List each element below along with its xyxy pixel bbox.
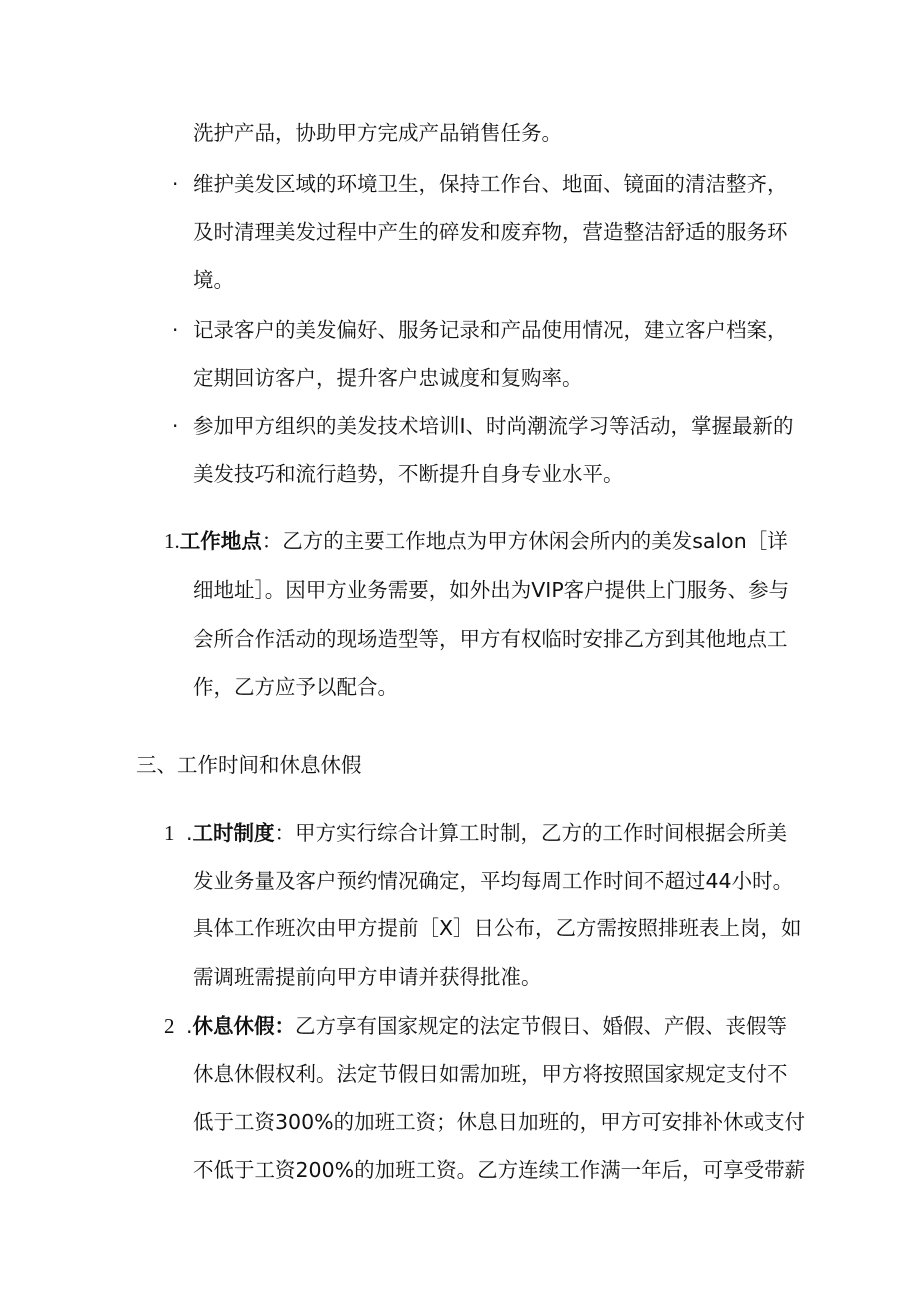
duty-item-2-line-1: 记录客户的美发偏好、服务记录和产品使用情况，建立客户档案，: [193, 318, 788, 342]
leave-line-4: 不低于工资200%的加班工资。乙方连续工作满一年后，可享受带薪: [193, 1158, 806, 1182]
duty-item-1-line-3: 境。: [193, 268, 234, 292]
workplace-title: 工作地点: [179, 529, 262, 553]
working-hours-line-1-text: ：甲方实行综合计算工时制，乙方的工作时间根据会所美: [274, 821, 788, 845]
leave-title: 休息休假：: [192, 1014, 296, 1038]
duty-item-1-line-1: 维护美发区域的环境卫生，保持工作台、地面、镜面的清洁整齐，: [193, 172, 788, 196]
workplace-line-1-text: ：乙方的主要工作地点为甲方休闲会所内的美发salon［详: [261, 529, 788, 553]
duty-item-1-line-2: 及时清理美发过程中产生的碎发和废弃物，营造整洁舒适的服务环: [193, 220, 788, 244]
item-number-dot: .: [186, 1014, 193, 1038]
bullet-marker: ·: [172, 172, 179, 196]
workplace-line-2: 细地址］。因甲方业务需要，如外出为VIP客户提供上门服务、参与: [193, 578, 790, 602]
bullet-marker: ·: [172, 414, 179, 438]
section-heading: 三、工作时间和休息休假: [136, 753, 362, 777]
duty-item-2-line-2: 定期回访客户，提升客户忠诚度和复购率。: [193, 366, 583, 390]
duty-item-3-line-2: 美发技巧和流行趋势，不断提升自身专业水平。: [193, 462, 624, 486]
working-hours-title: 工时制度: [192, 821, 275, 845]
item-number: 2: [164, 1014, 175, 1038]
leave-line-2: 休息休假权利。法定节假日如需加班，甲方将按照国家规定支付不: [193, 1062, 788, 1086]
leave-line-3: 低于工资300%的加班工资；休息日加班的，甲方可安排补休或支付: [193, 1110, 806, 1134]
item-number: 1: [164, 821, 175, 845]
bullet-marker: ·: [172, 318, 179, 342]
workplace-number: 1.: [164, 529, 180, 553]
workplace-line-1: [164, 528, 788, 554]
workplace-line-3: 会所合作活动的现场造型等，甲方有权临时安排乙方到其他地点工: [193, 627, 788, 651]
duties-continuation-line: 洗护产品，协助甲方完成产品销售任务。: [193, 121, 562, 145]
item-number-dot: .: [186, 821, 193, 845]
working-hours-line-3: 具体工作班次由甲方提前［X］日公布，乙方需按照排班表上岗，如: [193, 916, 802, 940]
working-hours-line-4: 需调班需提前向甲方申请并获得批准。: [193, 965, 542, 989]
working-hours-line-1: [186, 820, 787, 846]
workplace-line-4: 作，乙方应予以配合。: [193, 675, 398, 699]
working-hours-line-2: 发业务量及客户预约情况确定，平均每周工作时间不超过44小时。: [193, 869, 794, 893]
duty-item-3-line-1: 参加甲方组织的美发技术培训I、时尚潮流学习等活动，掌握最新的: [193, 414, 794, 438]
leave-line-1-text: 乙方享有国家规定的法定节假日、婚假、产假、丧假等: [295, 1014, 788, 1038]
leave-line-1: [186, 1013, 787, 1039]
